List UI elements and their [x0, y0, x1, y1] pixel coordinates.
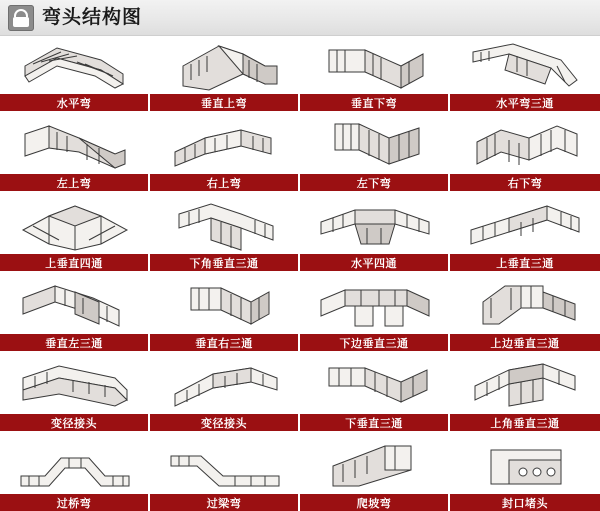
diagram-row: [0, 116, 600, 191]
end-cap-diagram: [450, 436, 600, 494]
diagram-caption: 左上弯: [0, 174, 150, 191]
diagram-cell[interactable]: [0, 276, 150, 351]
diagram-row: [0, 36, 600, 111]
vertical-down-bend-diagram: [300, 36, 450, 94]
diagram-cell[interactable]: [150, 36, 300, 111]
diagram-cell[interactable]: [0, 196, 150, 271]
diagram-cell[interactable]: [450, 196, 600, 271]
lower-side-vertical-tee-diagram: [300, 276, 450, 334]
diagram-caption: 右下弯: [450, 174, 600, 191]
reducer-joint-diagram: [0, 356, 150, 414]
diagram-row: [0, 196, 600, 271]
diagram-caption: 水平弯三通: [450, 94, 600, 111]
diagram-cell[interactable]: [300, 356, 450, 431]
diagram-cell[interactable]: [150, 276, 300, 351]
diagram-row: [0, 276, 600, 351]
diagram-cell[interactable]: [150, 356, 300, 431]
right-down-bend-diagram: [450, 116, 600, 174]
bridge-logo-icon: [8, 5, 34, 31]
vertical-left-tee-diagram: [0, 276, 150, 334]
diagram-cell[interactable]: [0, 36, 150, 111]
diagram-caption: 垂直下弯: [300, 94, 450, 111]
page-header: [0, 0, 600, 36]
lower-corner-vertical-tee-diagram: [150, 196, 300, 254]
vertical-right-tee-diagram: [150, 276, 300, 334]
diagram-cell[interactable]: [0, 356, 150, 431]
diagram-caption: 爬坡弯: [300, 494, 450, 511]
diagram-cell[interactable]: [450, 36, 600, 111]
diagram-caption: 下垂直三通: [300, 414, 450, 431]
reducer-joint-alt-diagram: [150, 356, 300, 414]
diagram-caption: 下角垂直三通: [150, 254, 300, 271]
diagram-caption: 上边垂直三通: [450, 334, 600, 351]
diagram-caption: 封口堵头: [450, 494, 600, 511]
down-vertical-tee-diagram: [300, 356, 450, 414]
vertical-up-bend-diagram: [150, 36, 300, 94]
up-vertical-cross-diagram: [0, 196, 150, 254]
diagram-grid: [0, 36, 600, 511]
diagram-cell[interactable]: [450, 276, 600, 351]
upper-corner-vertical-tee-diagram: [450, 356, 600, 414]
bridge-crossing-bend-diagram: [0, 436, 150, 494]
diagram-row: [0, 356, 600, 431]
diagram-caption: 垂直上弯: [150, 94, 300, 111]
horizontal-cross-diagram: [300, 196, 450, 254]
diagram-caption: 过桥弯: [0, 494, 150, 511]
diagram-caption: 垂直右三通: [150, 334, 300, 351]
diagram-caption: 过梁弯: [150, 494, 300, 511]
page-title: 弯头结构图: [42, 6, 143, 28]
up-vertical-tee-diagram: [450, 196, 600, 254]
diagram-cell[interactable]: [150, 196, 300, 271]
diagram-caption: 上垂直三通: [450, 254, 600, 271]
slope-climbing-bend-diagram: [300, 436, 450, 494]
diagram-caption: 变径接头: [0, 414, 150, 431]
diagram-caption: 水平弯: [0, 94, 150, 111]
beam-crossing-bend-diagram: [150, 436, 300, 494]
diagram-caption: 右上弯: [150, 174, 300, 191]
diagram-cell[interactable]: [300, 276, 450, 351]
left-down-bend-diagram: [300, 116, 450, 174]
right-up-bend-diagram: [150, 116, 300, 174]
diagram-caption: 左下弯: [300, 174, 450, 191]
diagram-cell[interactable]: [450, 356, 600, 431]
diagram-caption: 上角垂直三通: [450, 414, 600, 431]
upper-side-vertical-tee-diagram: [450, 276, 600, 334]
diagram-cell[interactable]: [300, 196, 450, 271]
horizontal-bend-diagram: [0, 36, 150, 94]
horizontal-bend-tee-diagram: [450, 36, 600, 94]
diagram-cell[interactable]: [450, 116, 600, 191]
diagram-cell[interactable]: [0, 116, 150, 191]
diagram-caption: 垂直左三通: [0, 334, 150, 351]
diagram-caption: 变径接头: [150, 414, 300, 431]
diagram-caption: 上垂直四通: [0, 254, 150, 271]
diagram-cell[interactable]: [150, 116, 300, 191]
diagram-caption: 下边垂直三通: [300, 334, 450, 351]
left-up-bend-diagram: [0, 116, 150, 174]
diagram-caption: 水平四通: [300, 254, 450, 271]
diagram-cell[interactable]: [300, 36, 450, 111]
diagram-cell[interactable]: [300, 116, 450, 191]
